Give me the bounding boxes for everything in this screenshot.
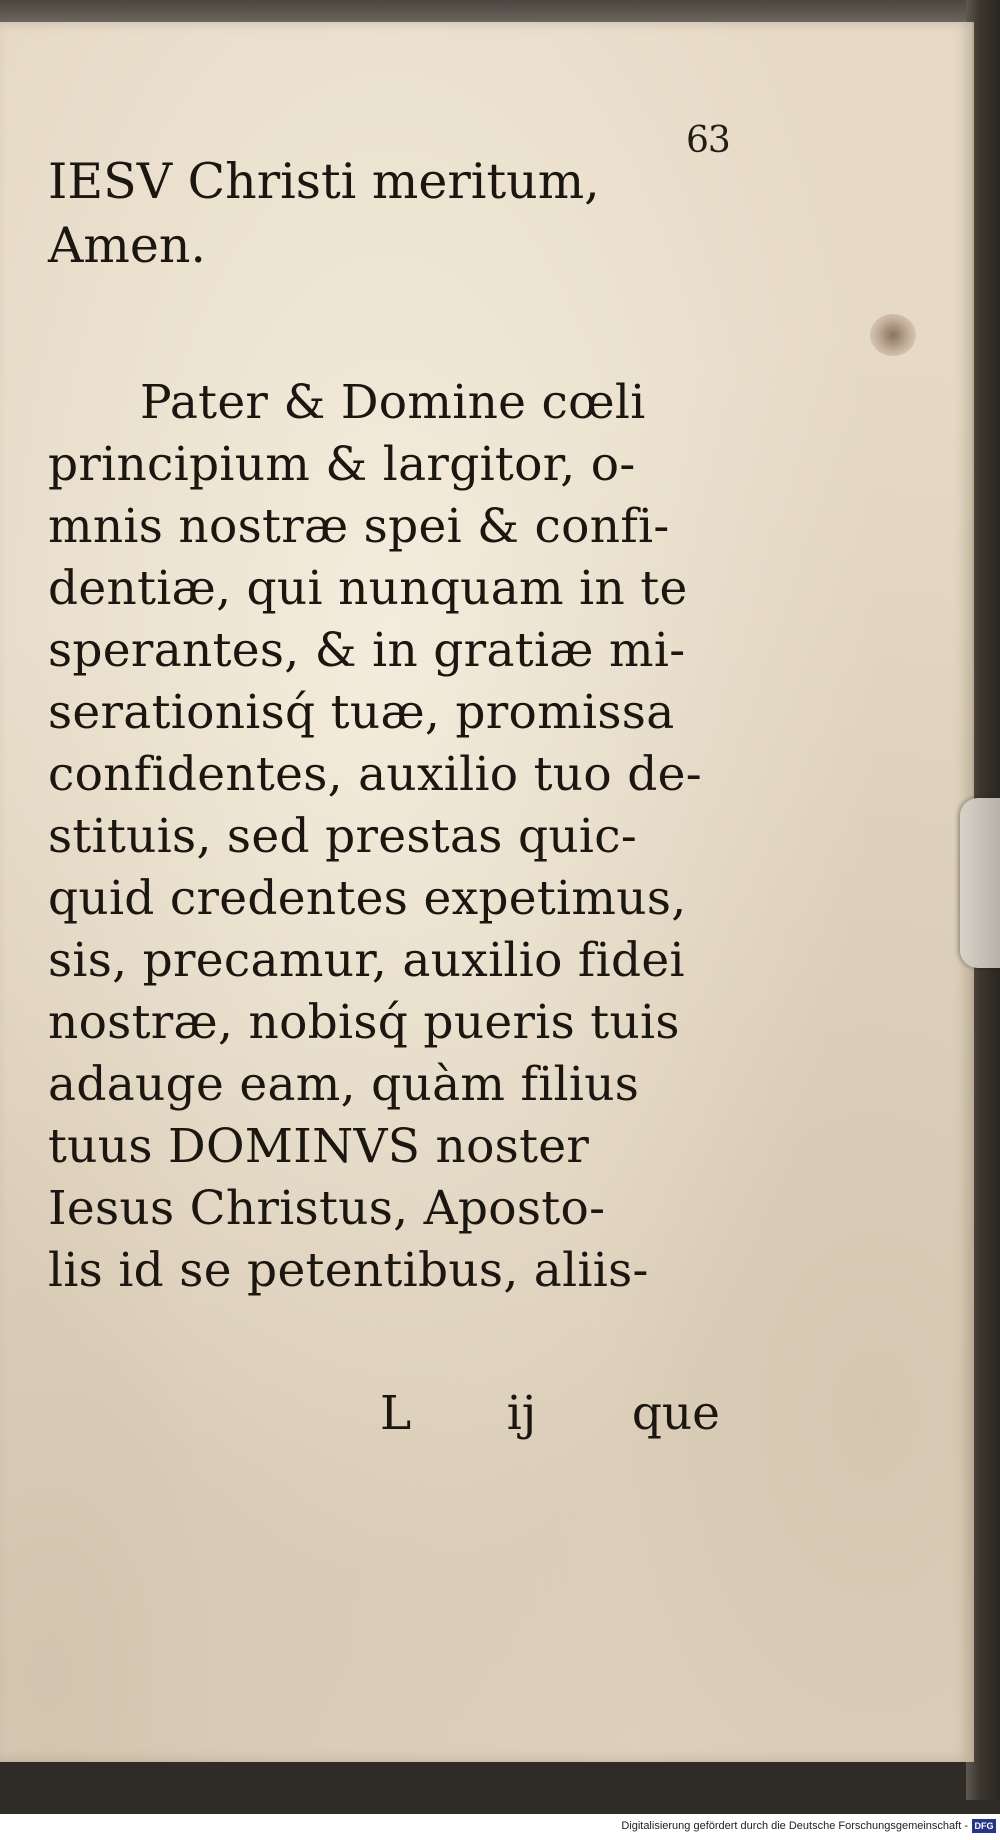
paragraph-gap bbox=[48, 278, 748, 372]
text-line: adauge eam, quàm filius bbox=[48, 1057, 640, 1112]
page-number: 63 bbox=[686, 120, 730, 161]
text-line: dentiæ, qui nunquam in te bbox=[48, 561, 688, 616]
text-line: stituis, sed prestas quic- bbox=[48, 809, 638, 864]
text-line: lis id se petentibus, aliis- bbox=[48, 1243, 649, 1298]
text-line: quid credentes expetimus, bbox=[48, 871, 687, 926]
page-tab-marker bbox=[960, 798, 1000, 968]
catchword: que bbox=[631, 1386, 720, 1441]
heading-line: IESV Christi meritum, bbox=[48, 153, 600, 210]
text-line: mnis nostræ spei & confi- bbox=[48, 499, 670, 554]
signature-number: ij bbox=[506, 1386, 537, 1441]
text-line: tuus DOMINVS noster bbox=[48, 1119, 590, 1174]
signature-mark: L bbox=[380, 1386, 412, 1441]
page-text bbox=[48, 150, 748, 1302]
text-line: confidentes, auxilio tuo de- bbox=[48, 747, 702, 802]
digitization-footer bbox=[0, 1814, 1000, 1840]
book-top-edge bbox=[0, 0, 1000, 22]
signature-catchword-line bbox=[380, 1386, 720, 1441]
text-line: Pater & Domine cœli bbox=[140, 375, 646, 430]
paper-stain bbox=[870, 314, 916, 356]
heading-line: Amen. bbox=[48, 217, 206, 274]
text-line: Iesus Christus, Aposto- bbox=[48, 1181, 606, 1236]
text-line: nostræ, nobisq́ pueris tuis bbox=[48, 995, 680, 1050]
text-line: principium & largitor, o- bbox=[48, 437, 636, 492]
dfg-logo-icon: DFG bbox=[972, 1819, 996, 1833]
funding-credit: Digitalisierung gefördert durch die Deutsche Forschungsgemeinschaft - bbox=[621, 1820, 968, 1832]
text-line: serationisq́ tuæ, promissa bbox=[48, 685, 675, 740]
text-line: sis, precamur, auxilio fidei bbox=[48, 933, 685, 988]
text-line: sperantes, & in gratiæ mi- bbox=[48, 623, 686, 678]
